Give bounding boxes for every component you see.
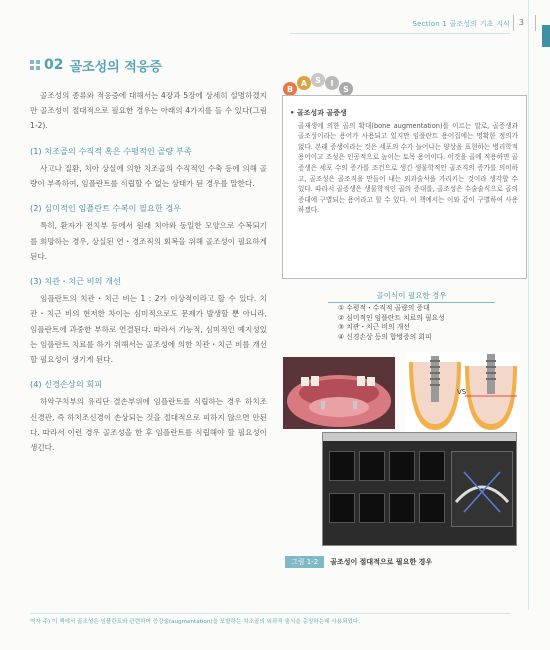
section-number: 02 (44, 57, 64, 73)
subsection-heading-1: (1) 치조골의 수직적 혹은 수평적인 골량 부족 (30, 145, 192, 156)
subsection-body-1: 사고나 질환, 치아 상실에 의한 치조골의 수직적인 수축 등에 의해 골량이 부족하여, 임플란트를 식립할 수 없는 상태가 된 경우를 말한다. (30, 163, 267, 189)
ct-panoramic-view (451, 451, 513, 527)
ct-slice (329, 451, 355, 481)
margin-line (528, 0, 529, 610)
figure-label: 그림 1-2 (285, 556, 324, 568)
header-rule (290, 33, 510, 34)
basis-heading: • 골조성과 골증생 (290, 109, 347, 117)
running-header (0, 0, 550, 28)
running-title: Section 1 골조성의 기초 지식 (412, 20, 510, 28)
vs-label: VS (457, 388, 467, 396)
chapter-tab (542, 25, 550, 47)
subsection-heading-4: (4) 신경손상의 회피 (30, 379, 103, 390)
basis-content (290, 108, 518, 216)
indications-title: 골이식이 필요한 경우 (328, 290, 495, 303)
ct-slice (419, 451, 445, 481)
ct-slice (359, 493, 385, 523)
clinical-photo-drawing (283, 357, 395, 429)
basis-body: 골재생에 의한 골의 확대(bone augmentation)를 이르는 말로, 골증생과 골조성이라는 용어가 사용되고 있지만 임플란트 용어집에는 명확한 정의가 없다. 본래 증생이라는 것은 세포의 수가 늘어나는 양상을 표현하는 병리학적 용어이고 조성은 인공적으로 높이는 토목 용어이다. 이것을 골에 적용하면 골증생은 세포 수의 증가를 조건으로 생긴 생물학적인 골조직의 증가를 의미하고, 골조성은 골조직을 만들어 내는 외과술식을 가리키는 것이라 생각할 수 있다. 따라서 골증생은 생물학적인 골의 증대를, 골조성은 수술술식으로 골의 증대에 구별되는 용어라고 할 수 있다. 이 책에서는 이와 같이 구별하여 사용하겠다. (298, 121, 518, 215)
ct-software-screenshot (322, 432, 517, 546)
section-title: 골조성의 적응증 (69, 59, 162, 75)
subsection-body-3: 임플란트의 치관・치근 비는 1 : 2가 이상적이라고 할 수 있다. 치관・치근 비의 현저한 차이는 심미적으로도 문제가 발생할 뿐 아니라, 임플란트에 과중한 부하로 연결된다. 따라서 기능적, 심미적인 예지성있는 임플란트 치료를 하기 위해서는 골조성에 의한 치관・치근 비를 개선할 필요성이 생기게 된다. (30, 294, 267, 365)
ct-menubar (323, 433, 516, 441)
subsection-body-4: 하악구치부의 유리단 결손부위에 임플란트를 식립하는 경우 하치조신경관, 즉 하치조신경이 손상되는 것을 절대적으로 피하지 않으면 안된다. 따라서 이런 경우 골조성을 한 후 임플란트를 식립해야 할 필요성이 생긴다. (30, 397, 267, 453)
basis-letter-s2: S (339, 82, 353, 96)
page-number: 3 (518, 18, 524, 27)
header-divider (513, 15, 514, 31)
ct-slice (389, 493, 415, 523)
basis-letter-b: B (283, 82, 297, 96)
indications-list (338, 304, 445, 342)
intro-paragraph: 골조성의 종류와 적응증에 대해서는 4장과 5장에 상세히 설명하겠지만 골조성이 절대적으로 필요한 경우는 아래의 4가지를 들 수 있다(그림 1-2). (30, 91, 267, 131)
clinical-photo (283, 357, 395, 429)
section-heading (30, 55, 162, 75)
ct-slice (389, 451, 415, 481)
ct-slice (359, 451, 385, 481)
indication-item: ② 심미적인 임플란트 치료의 필요성 (338, 313, 445, 322)
subsection-heading-3: (3) 치관・치근 비의 개선 (30, 276, 121, 287)
section-bullet-icon (30, 60, 40, 70)
indication-item: ④ 신경손상 등의 합병증의 회피 (338, 332, 432, 341)
basis-letter-a: A (297, 76, 311, 90)
translator-footnote: 역자 주) 이 책에서 골조성은 임플란트와 관련하여 증강술(augmentation)을 포함하는 치조골의 외과적 술식을 총칭하는데 사용되었다. (30, 613, 510, 625)
basis-letter-s: S (311, 73, 325, 87)
figure-caption-text: 골조성이 절대적으로 필요한 경우 (330, 558, 433, 566)
figure-caption (285, 555, 525, 569)
body-column (30, 88, 267, 461)
ct-panoramic-drawing (452, 452, 512, 526)
implant-comparison-diagram (405, 352, 520, 432)
subsection-heading-2: (2) 심미적인 임플란트 수복이 필요한 경우 (30, 203, 182, 214)
basis-letter-i: I (325, 76, 339, 90)
header-divider-right (535, 15, 536, 31)
ct-slice (419, 493, 445, 523)
indication-item: ③ 치관・치근 비의 개선 (338, 323, 410, 332)
indications-box (328, 290, 495, 348)
indication-item: ① 수평적・수직적 골량의 증대 (338, 304, 430, 312)
ct-slice (329, 493, 355, 523)
subsection-body-2: 특히, 환자가 전치부 등에서 원래 치아와 동일한 모양으로 수복되기를 희망하는 경우, 상실된 연・경조직의 회복을 위해 골조성이 필요하게 된다. (30, 221, 267, 261)
